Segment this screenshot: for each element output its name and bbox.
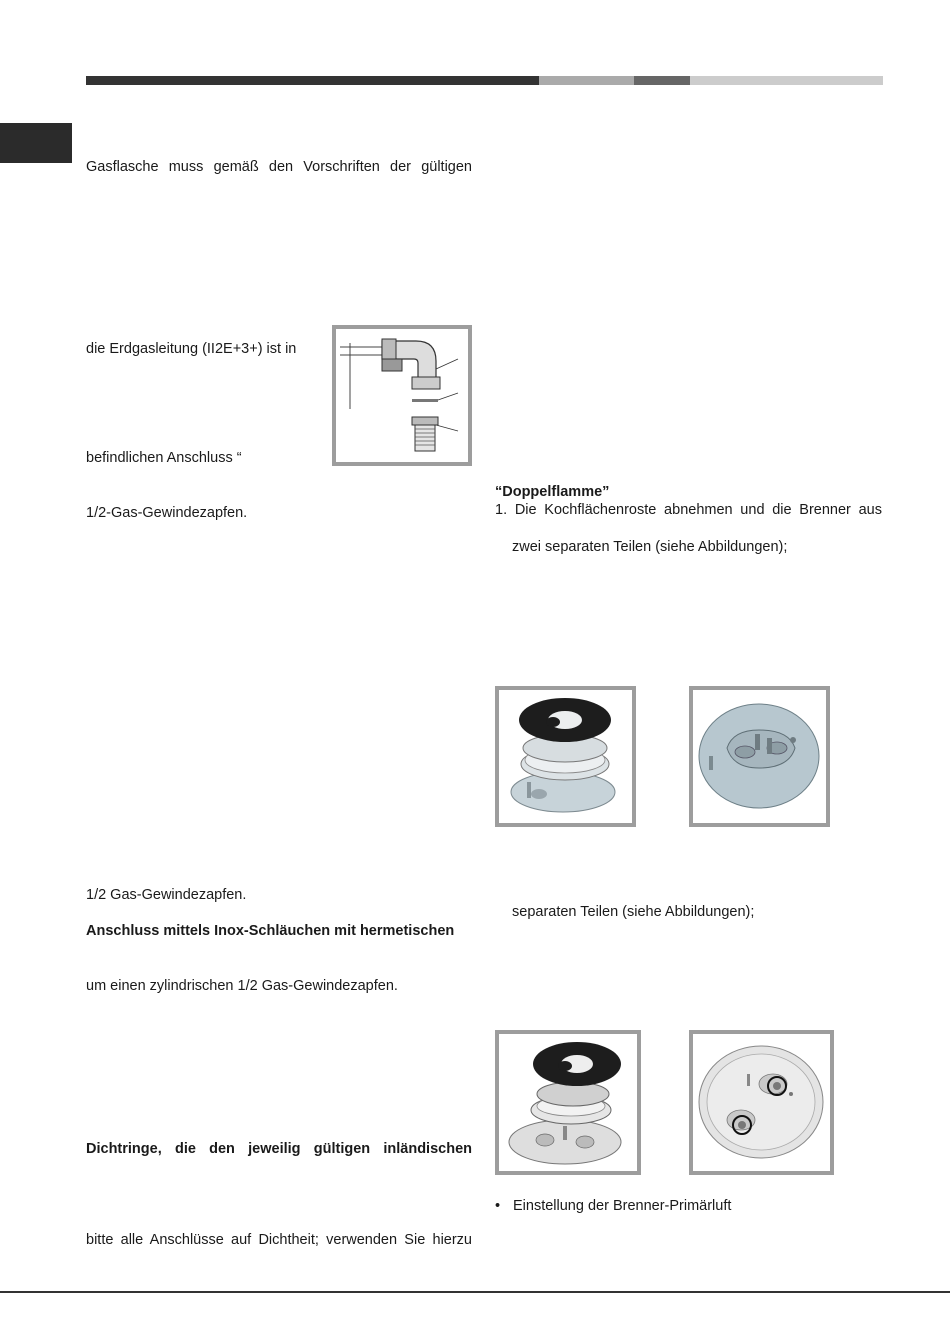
double-flame-burner-exploded xyxy=(495,686,636,827)
left-paragraph-1: Gasflasche muss gemäß den Vorschriften der gültigen xyxy=(86,159,472,175)
step-2-line: separaten Teilen (siehe Abbildungen); xyxy=(512,904,755,920)
bullet-primary-air: Einstellung der Brenner-Primärluft xyxy=(513,1198,732,1214)
side-tab xyxy=(0,123,72,163)
burner-base-svg xyxy=(693,690,826,823)
heading-inox-hoses: Anschluss mittels Inox-Schläuchen mit hermetischen xyxy=(86,923,455,939)
bullet-symbol: • xyxy=(495,1198,501,1214)
step-1-line-1: 1. Die Kochflächenroste abnehmen und die Brenner aus xyxy=(495,502,882,518)
burner-exploded-2-svg xyxy=(499,1034,637,1171)
left-paragraph-2: die Erdgasleitung (II2E+3+) ist in xyxy=(86,341,297,357)
step-1-line-2: zwei separaten Teilen (siehe Abbildungen); xyxy=(512,539,788,555)
burner-exploded-svg xyxy=(499,690,632,823)
pipe-connection-svg xyxy=(336,329,468,462)
double-flame-burner-base-screws xyxy=(689,1030,834,1175)
header-bar-pale xyxy=(690,76,883,85)
header-bar xyxy=(86,76,883,85)
pipe-connection-diagram xyxy=(332,325,472,466)
left-paragraph-7: bitte alle Anschlüsse auf Dichtheit; verwenden Sie hierzu xyxy=(86,1232,472,1248)
left-paragraph-5: 1/2 Gas-Gewindezapfen. xyxy=(86,887,247,903)
left-paragraph-4: 1/2-Gas-Gewindezapfen. xyxy=(86,505,248,521)
heading-seals: Dichtringe, die den jeweilig gültigen inländischen xyxy=(86,1141,472,1157)
heading-double-flame: “Doppelflamme” xyxy=(495,484,610,500)
burner-base-screws-svg xyxy=(693,1034,830,1171)
header-bar-dark xyxy=(86,76,539,85)
header-bar-mid xyxy=(634,76,690,85)
left-paragraph-6: um einen zylindrischen 1/2 Gas-Gewindezapfen. xyxy=(86,978,398,994)
double-flame-burner-exploded-2 xyxy=(495,1030,641,1175)
footer-rule xyxy=(0,1291,950,1293)
header-bar-light xyxy=(539,76,634,85)
left-paragraph-3: befindlichen Anschluss “ xyxy=(86,450,242,466)
double-flame-burner-base xyxy=(689,686,830,827)
